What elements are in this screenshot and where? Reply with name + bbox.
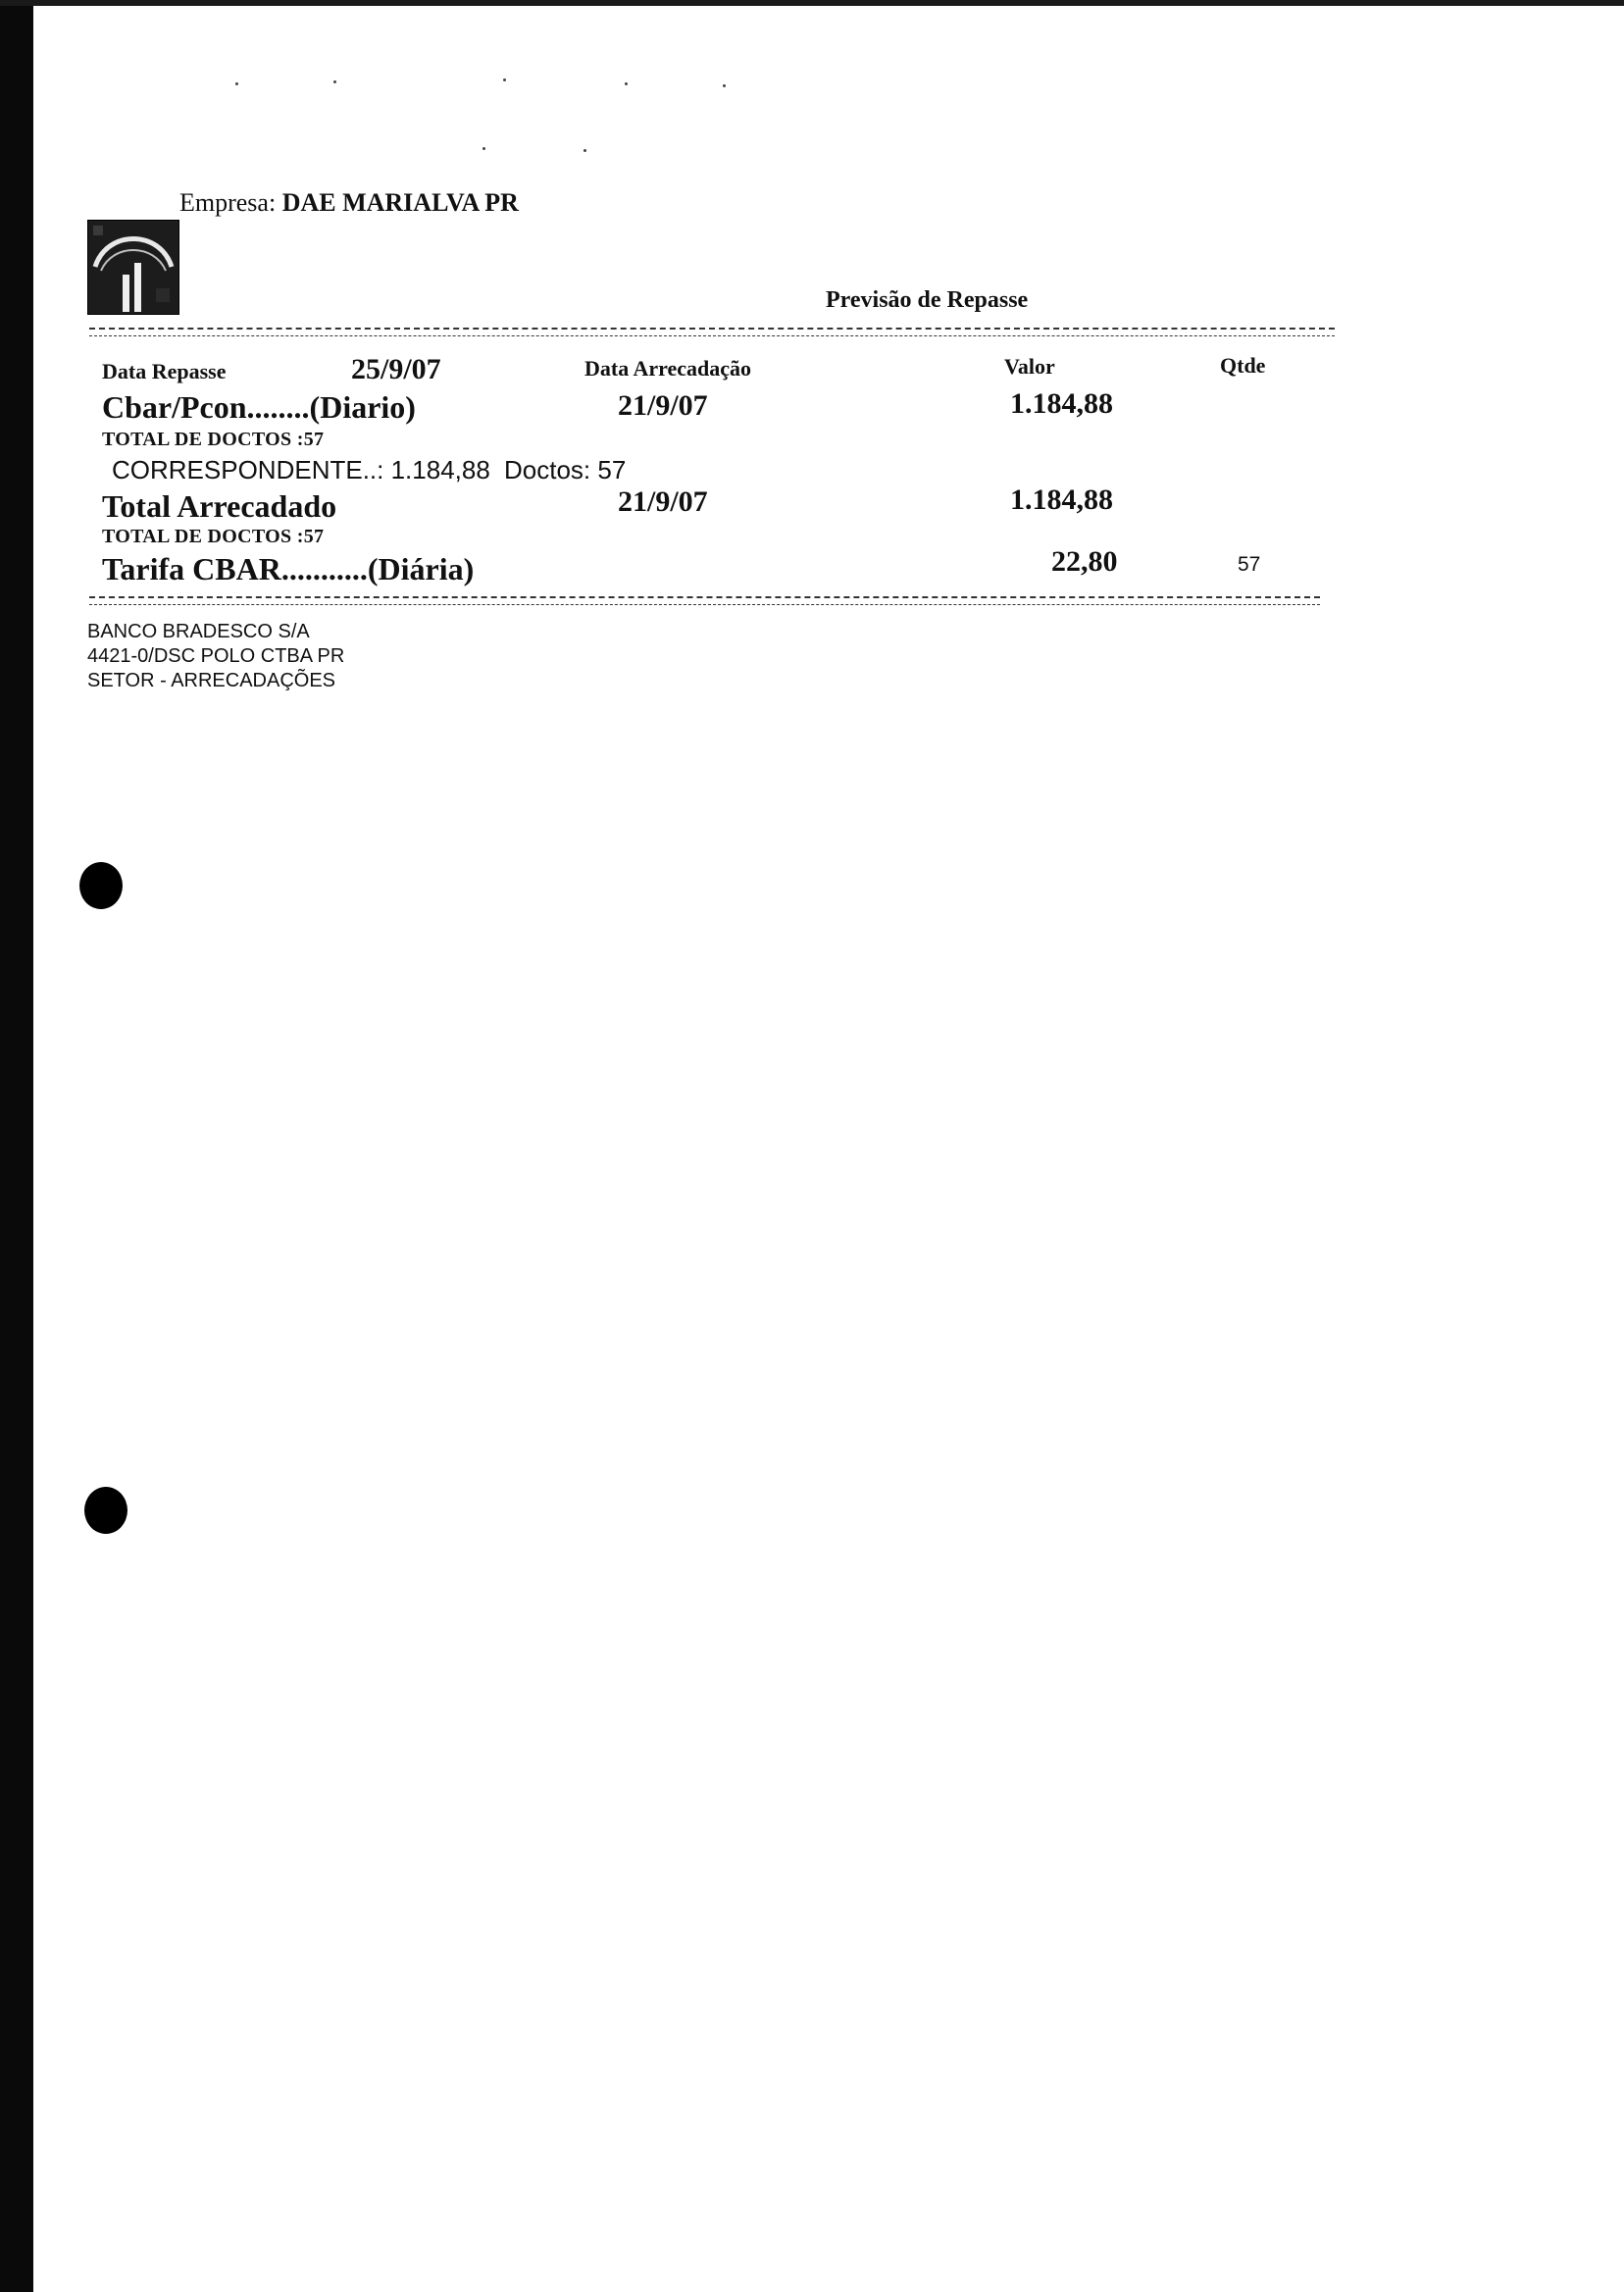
scan-speck [723, 84, 726, 87]
total-doctos-1: TOTAL DE DOCTOS :57 [102, 429, 325, 450]
scan-border-top [0, 0, 1624, 6]
scan-border-left [0, 0, 33, 2292]
valor-label: Valor [1004, 354, 1055, 379]
footer-branch: 4421-0/DSC POLO CTBA PR [87, 645, 345, 667]
data-repasse-value: 25/9/07 [351, 353, 441, 385]
footer-bank: BANCO BRADESCO S/A [87, 621, 310, 642]
cbar-valor: 1.184,88 [1010, 387, 1113, 420]
scan-speck [482, 147, 485, 150]
scan-speck [503, 78, 506, 81]
cbar-label: Cbar/Pcon........(Diario) [102, 389, 416, 425]
scan-speck [235, 82, 238, 85]
dashed-divider-top [89, 328, 1335, 330]
dashed-divider-bottom [89, 596, 1320, 598]
tarifa-valor: 22,80 [1051, 545, 1118, 578]
qtde-label: Qtde [1220, 353, 1266, 378]
bradesco-logo-icon [87, 220, 179, 315]
empresa-line [179, 188, 519, 218]
punch-hole-top [79, 862, 123, 909]
total-doctos-2: TOTAL DE DOCTOS :57 [102, 526, 325, 547]
total-arrecadado-valor: 1.184,88 [1010, 484, 1113, 516]
dashed-divider-top-2 [89, 335, 1335, 336]
empresa-value: DAE MARIALVA PR [281, 188, 519, 217]
data-arrecadacao-label: Data Arrecadação [584, 356, 752, 381]
empresa-label: Empresa: [179, 188, 277, 217]
dashed-divider-bottom-2 [89, 604, 1320, 605]
tarifa-qtde: 57 [1238, 553, 1261, 576]
tarifa-label: Tarifa CBAR...........(Diária) [102, 551, 475, 586]
scan-speck [584, 149, 586, 152]
scan-speck [333, 80, 336, 83]
footer-sector: SETOR - ARRECADAÇÕES [87, 670, 336, 691]
total-arrecadado-date: 21/9/07 [618, 485, 708, 518]
cbar-date: 21/9/07 [618, 389, 708, 422]
data-repasse-label: Data Repasse [102, 359, 227, 383]
correspondente-doctos: Doctos: 57 [504, 455, 627, 484]
punch-hole-bottom [84, 1487, 127, 1534]
scan-speck [625, 82, 628, 85]
total-arrecadado-label: Total Arrecadado [102, 488, 337, 524]
correspondente-label: CORRESPONDENTE..: 1.184,88 [112, 455, 490, 484]
report-title: Previsão de Repasse [826, 287, 1029, 313]
